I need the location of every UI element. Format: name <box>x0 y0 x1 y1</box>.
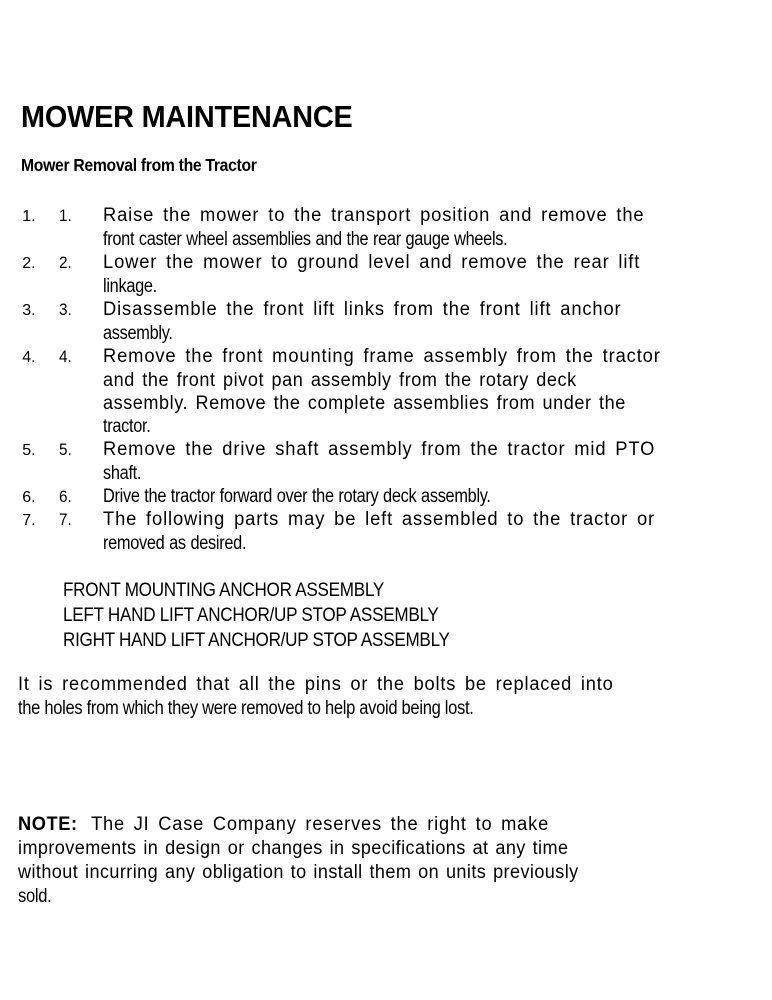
step-text-line: Remove the drive shaft assembly from the tractor mid PTO <box>103 439 656 460</box>
note-paragraph <box>18 812 754 909</box>
step-number: 7. 7. <box>59 510 72 529</box>
list-item <box>40 251 772 298</box>
list-item <box>40 298 772 345</box>
step-text-line: Disassemble the front lift links from the front lift anchor <box>103 299 622 320</box>
parts-list-item: RIGHT HAND LIFT ANCHOR/UP STOP ASSEMBLY <box>63 630 450 651</box>
parts-list-item: FRONT MOUNTING ANCHOR ASSEMBLY <box>63 580 384 601</box>
list-item <box>40 438 772 485</box>
step-text-line: Raise the mower to the transport position and remove the <box>103 205 645 226</box>
paragraph-line: improvements in design or changes in specifications at any time <box>18 838 569 859</box>
step-text-line: Remove the front mounting frame assembly from the tractor <box>103 346 661 367</box>
section-subtitle: Mower Removal from the Tractor <box>21 154 257 175</box>
step-text-line: linkage. <box>103 276 157 297</box>
step-text-line: and the front pivot pan assembly from the rotary deck <box>103 370 577 391</box>
step-number: 6. 6. <box>59 487 72 506</box>
note-first-line <box>18 812 725 837</box>
note-label: NOTE: <box>18 814 78 835</box>
step-text-line: front caster wheel assemblies and the rear gauge wheels. <box>103 229 508 250</box>
step-text-line: tractor. <box>103 416 151 437</box>
step-text-line: Drive the tractor forward over the rotary deck assembly. <box>103 486 491 507</box>
list-item <box>40 204 772 251</box>
page-title: MOWER MAINTENANCE <box>21 98 353 134</box>
paragraph-line: The JI Case Company reserves the right to make <box>91 814 550 835</box>
list-item <box>40 345 772 438</box>
procedure-step-list <box>0 204 772 555</box>
paragraph-line: It is recommended that all the pins or the bolts be replaced into <box>18 674 614 695</box>
step-text-line: assembly. Remove the complete assemblies from under the <box>103 393 626 414</box>
step-text-line: shaft. <box>103 463 142 484</box>
recommendation-paragraph <box>18 672 754 721</box>
step-text-line: assembly. <box>103 323 173 344</box>
step-text-line: The following parts may be left assembled to the tractor or <box>103 509 656 530</box>
parts-assembly-list <box>63 578 493 653</box>
paragraph-line: sold. <box>18 886 52 907</box>
paragraph-line: the holes from which they were removed to help avoid being lost. <box>18 698 474 719</box>
step-number: 3. 3. <box>59 300 72 319</box>
step-text-line: removed as desired. <box>103 533 247 554</box>
list-item <box>40 485 772 508</box>
step-number: 1. 1. <box>59 206 72 225</box>
step-text-line: Lower the mower to ground level and remove the rear lift <box>103 252 641 273</box>
step-number: 2. 2. <box>59 253 72 272</box>
step-number: 4. 4. <box>59 347 72 366</box>
paragraph-line: without incurring any obligation to install them on units previously <box>18 862 579 883</box>
parts-list-item: LEFT HAND LIFT ANCHOR/UP STOP ASSEMBLY <box>63 605 439 626</box>
step-number: 5. 5. <box>59 440 72 459</box>
list-item <box>40 508 772 555</box>
